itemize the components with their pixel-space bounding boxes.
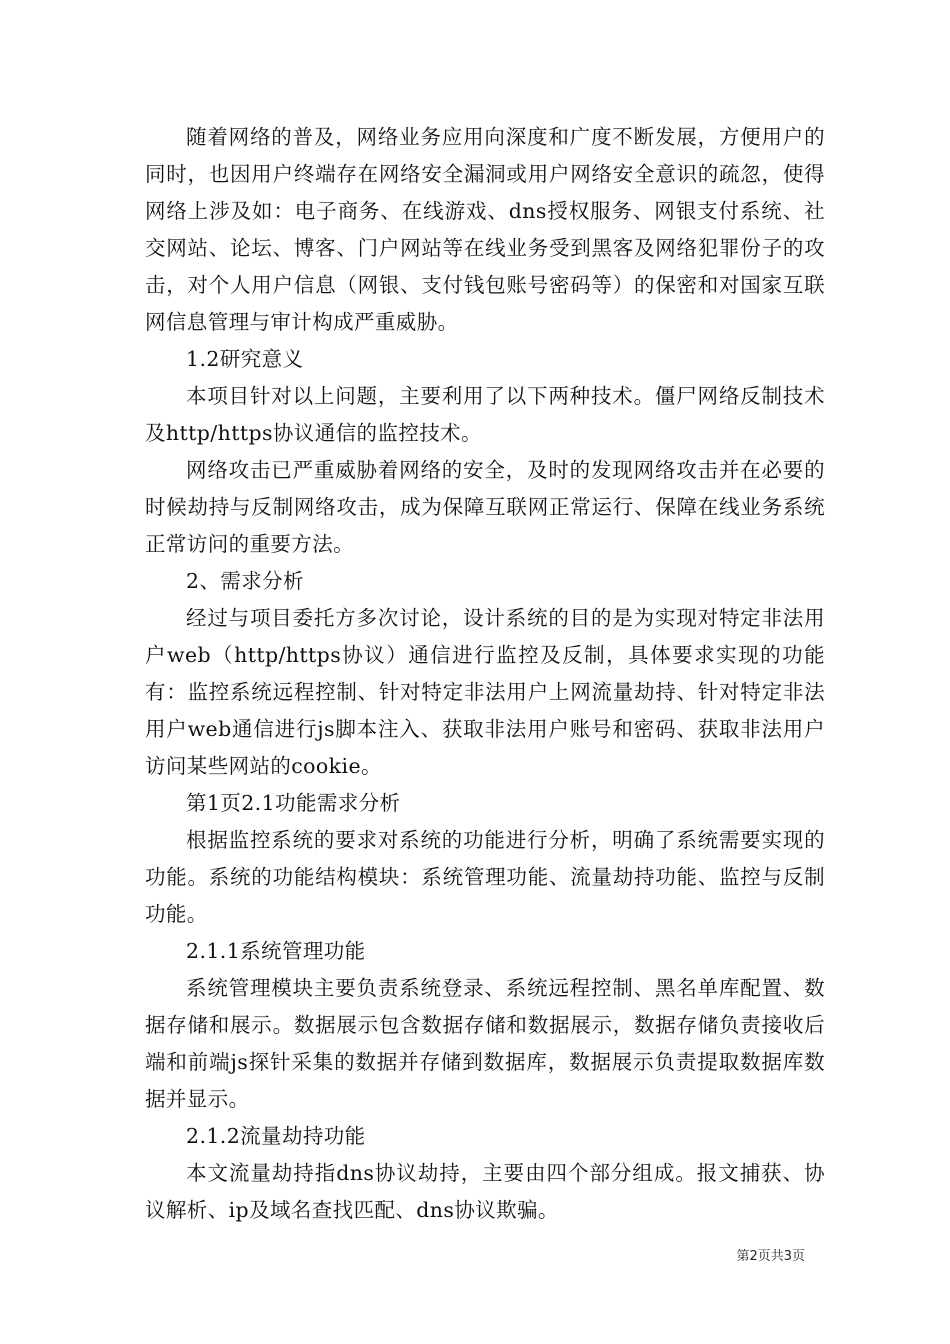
page-number-footer: 第2页共3页 [736, 1249, 805, 1264]
heading-research-significance: 1.2研究意义 [186, 347, 304, 371]
heading-functional-requirements: 第1页2.1功能需求分析 [186, 791, 401, 815]
heading-requirements: 2、需求分析 [186, 569, 304, 593]
paragraph-system-management: 系统管理模块主要负责系统登录、系统远程控制、黑名单库配置、数据存储和展示。数据展示包含数据存储和数据展示，数据存储负责接收后端和前端js探针采集的数据并存储到数据库，数据展示负责提取数据库数据并显示。 [145, 976, 825, 1111]
heading-traffic-hijack: 2.1.2流量劫持功能 [186, 1124, 366, 1148]
paragraph-network-attack: 网络攻击已严重威胁着网络的安全，及时的发现网络攻击并在必要的时候劫持与反制网络攻击，成为保障互联网正常运行、保障在线业务系统正常访问的重要方法。 [145, 458, 825, 556]
paragraph-techniques: 本项目针对以上问题，主要利用了以下两种技术。僵尸网络反制技术及http/https协议通信的监控技术。 [145, 384, 825, 445]
heading-system-management: 2.1.1系统管理功能 [186, 939, 366, 963]
paragraph-intro: 随着网络的普及，网络业务应用向深度和广度不断发展，方便用户的同时，也因用户终端存在网络安全漏洞或用户网络安全意识的疏忽，使得网络上涉及如：电子商务、在线游戏、dns授权服务、网银支付系统、社交网站、论坛、博客、门户网站等在线业务受到黑客及网络犯罪份子的攻击，对个人用户信息（网银、支付钱包账号密码等）的保密和对国家互联网信息管理与审计构成严重威胁。 [145, 125, 825, 334]
paragraph-requirements: 经过与项目委托方多次讨论，设计系统的目的是为实现对特定非法用户web（http/https协议）通信进行监控及反制，具体要求实现的功能有：监控系统远程控制、针对特定非法用户上网流量劫持、针对特定非法用户web通信进行js脚本注入、获取非法用户账号和密码、获取非法用户访问某些网站的cookie。 [145, 606, 825, 778]
document-body [145, 119, 825, 1229]
paragraph-functional-analysis: 根据监控系统的要求对系统的功能进行分析，明确了系统需要实现的功能。系统的功能结构模块：系统管理功能、流量劫持功能、监控与反制功能。 [145, 828, 825, 926]
paragraph-traffic-hijack: 本文流量劫持指dns协议劫持，主要由四个部分组成。报文捕获、协议解析、ip及域名查找匹配、dns协议欺骗。 [145, 1161, 825, 1222]
